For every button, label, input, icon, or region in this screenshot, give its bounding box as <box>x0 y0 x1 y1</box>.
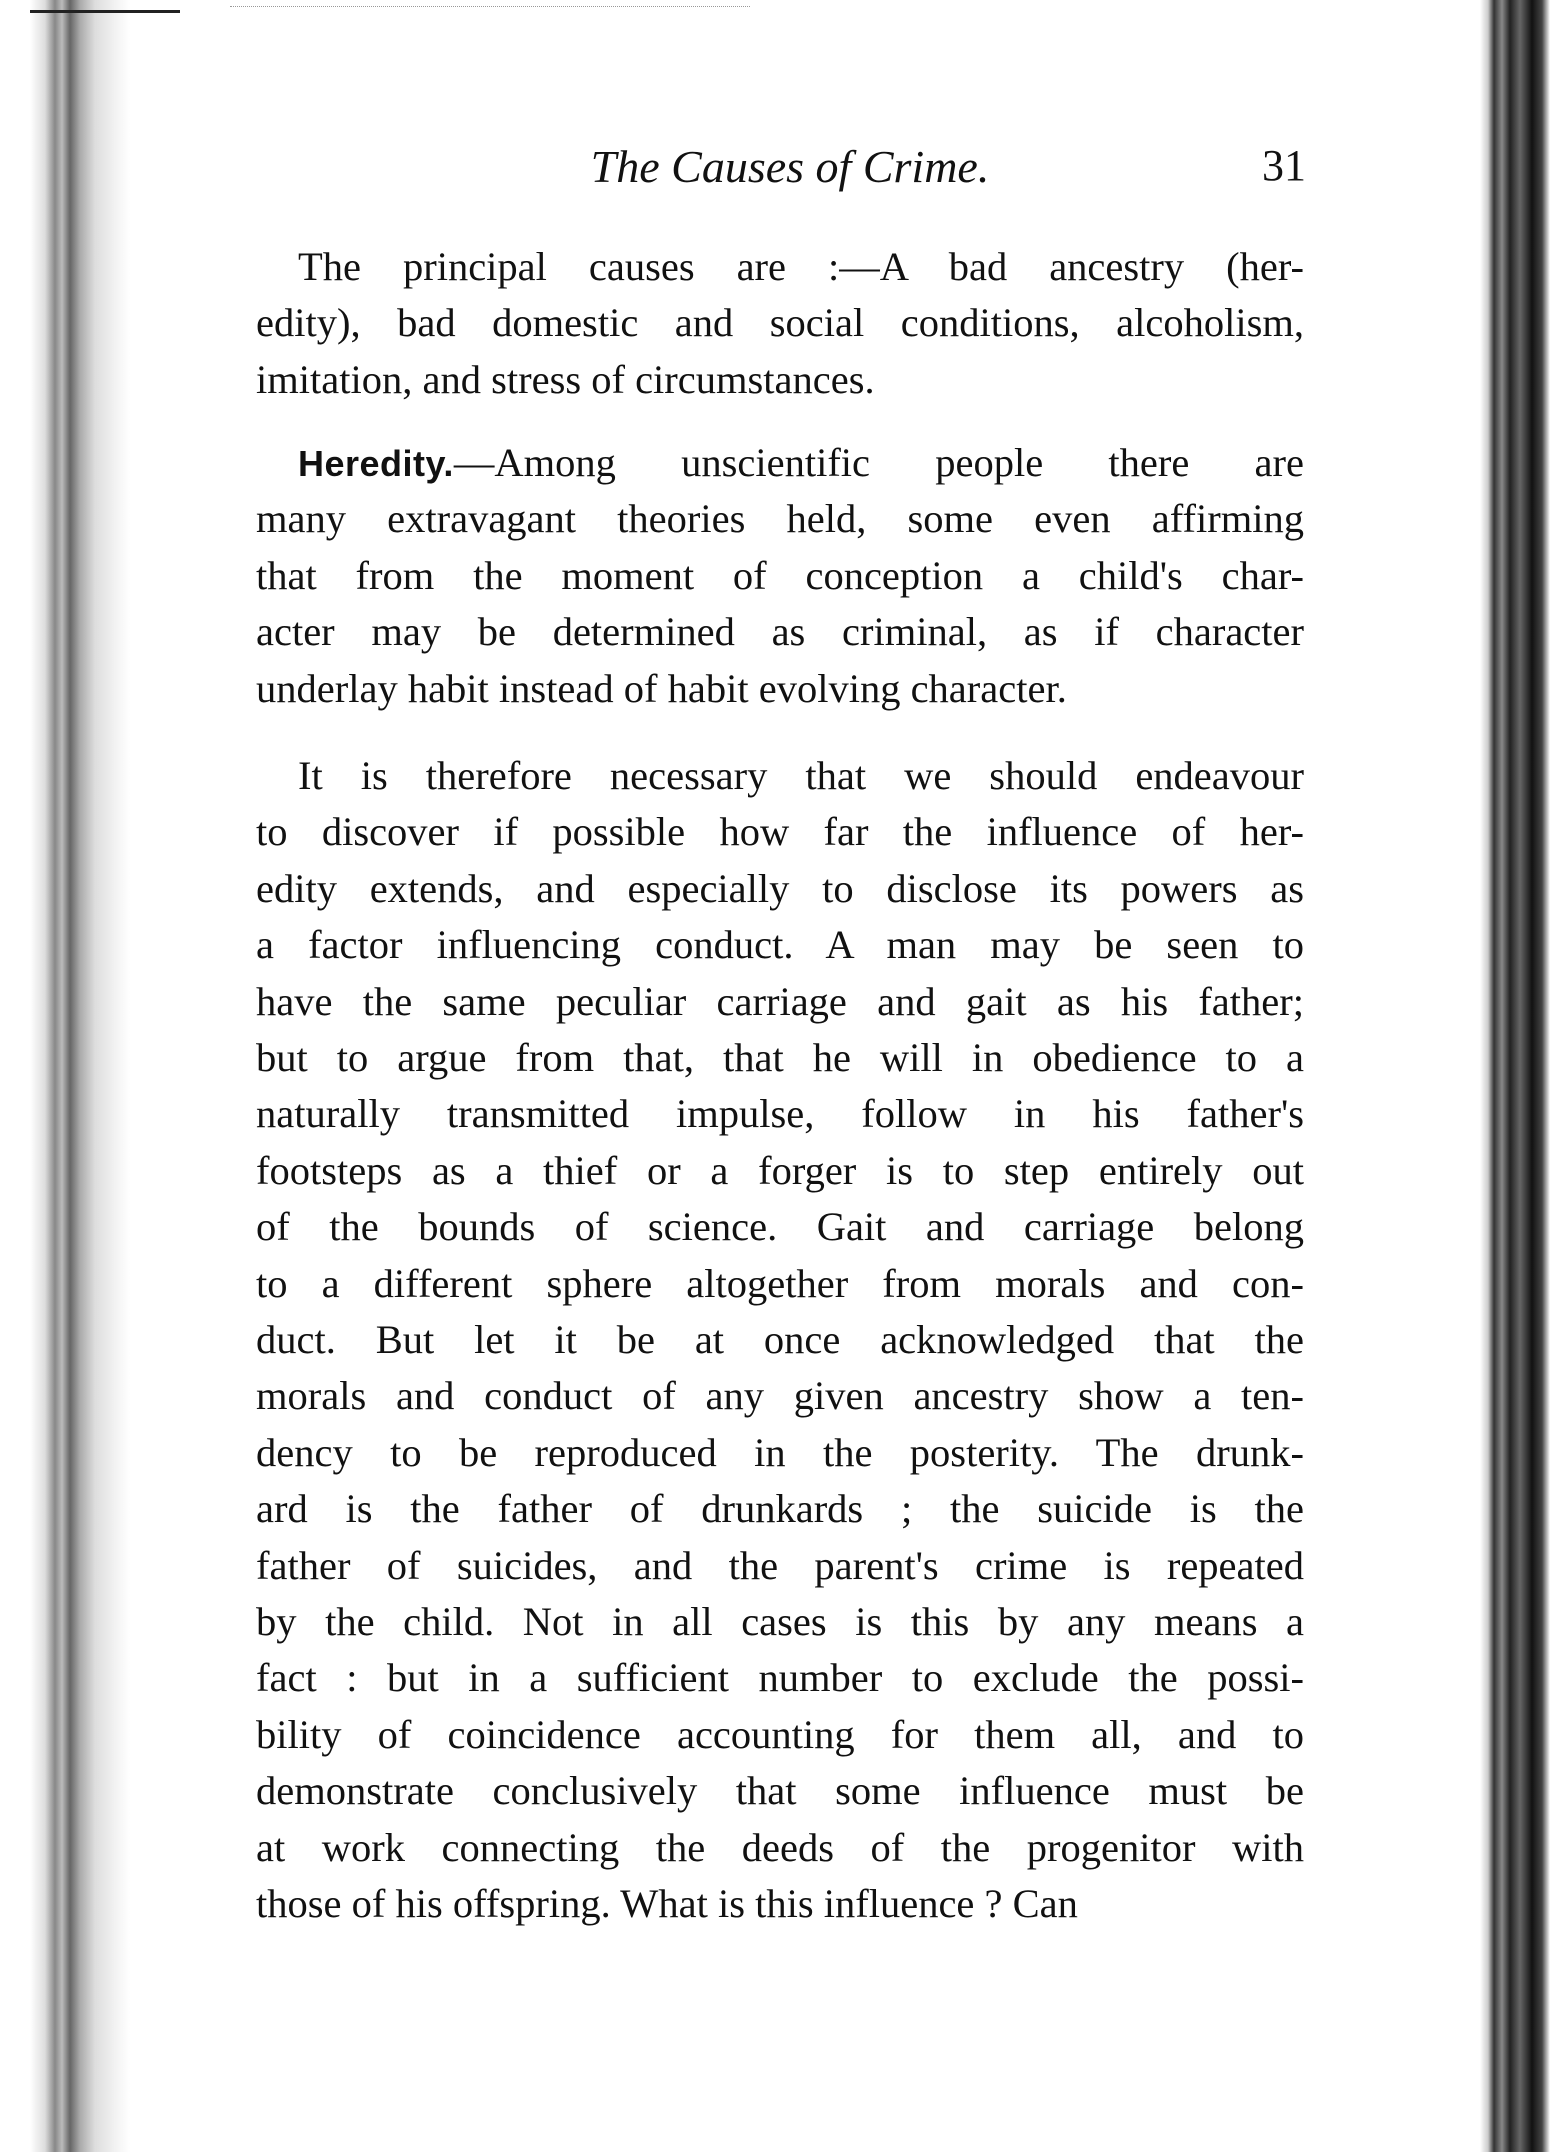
line-text: by the child. Not in all cases is this by any means a <box>256 1599 1304 1644</box>
text-line <box>256 1763 1304 1819</box>
text-line <box>256 1707 1304 1763</box>
text-line <box>256 1030 1304 1086</box>
text-line <box>256 1820 1304 1876</box>
scan-edge-rule <box>30 10 180 13</box>
line-text: have the same peculiar carriage and gait as his father; <box>256 978 1304 1024</box>
line-text: The principal causes are :—A bad ancestry (her- <box>298 244 1304 289</box>
line-text: It is therefore necessary that we should endeavour <box>298 753 1304 798</box>
text-line <box>256 1256 1304 1312</box>
line-text: to a different sphere altogether from morals and con- <box>256 1260 1304 1306</box>
text-line <box>256 1086 1304 1142</box>
page-edge-right <box>1480 0 1550 2152</box>
book-binding-shadow-left <box>0 0 130 2152</box>
line-text: edity extends, and especially to disclose its powers as <box>256 865 1304 911</box>
line-text: fact : but in a sufficient number to exclude the possi- <box>256 1655 1304 1701</box>
text-line <box>256 352 1304 408</box>
text-line <box>256 1143 1304 1199</box>
line-text: at work connecting the deeds of the progenitor with <box>256 1824 1304 1870</box>
line-text: acter may be determined as criminal, as if character <box>256 609 1304 655</box>
text-line <box>256 548 1304 604</box>
text-line <box>256 1594 1304 1650</box>
text-line <box>256 491 1304 547</box>
line-text: duct. But let it be at once acknowledged that the <box>256 1317 1304 1362</box>
line-text: but to argue from that, that he will in obedience to a <box>256 1035 1304 1080</box>
text-line <box>256 1538 1304 1594</box>
text-line <box>256 295 1304 351</box>
line-text: to discover if possible how far the influence of her- <box>256 809 1304 855</box>
text-line <box>256 435 1304 491</box>
text-line <box>256 1199 1304 1255</box>
page-number: 31 <box>1262 141 1306 190</box>
line-text: ard is the father of drunkards ; the suicide is the <box>256 1486 1304 1532</box>
line-text: many extravagant theories held, some even affirming <box>256 496 1304 542</box>
text-line <box>256 974 1304 1030</box>
line-text: morals and conduct of any given ancestry show a ten- <box>256 1373 1304 1419</box>
line-text: dency to be reproduced in the posterity. The drunk- <box>256 1429 1304 1475</box>
text-line <box>256 1312 1304 1368</box>
line-text: father of suicides, and the parent's crime is repeated <box>256 1542 1304 1588</box>
text-line <box>256 861 1304 917</box>
line-text: those of his offspring. What is this influence ? Can <box>256 1881 1078 1926</box>
text-line <box>256 604 1304 660</box>
text-line <box>256 804 1304 860</box>
running-title: The Causes of Crime. <box>590 141 990 192</box>
line-text: that from the moment of conception a child's char- <box>256 552 1304 598</box>
line-text: demonstrate conclusively that some influence must be <box>256 1768 1304 1814</box>
text-line <box>256 1368 1304 1424</box>
line-text: footsteps as a thief or a forger is to step entirely out <box>256 1147 1304 1193</box>
text-line <box>256 917 1304 973</box>
text-line <box>256 748 1304 804</box>
line-text: imitation, and stress of circumstances. <box>256 356 875 402</box>
text-line <box>256 1481 1304 1537</box>
text-line <box>256 1876 1304 1932</box>
line-text: edity), bad domestic and social conditions, alcoholism, <box>256 300 1304 346</box>
line-text: —Among unscientific people there are <box>453 440 1304 485</box>
scan-edge-dots <box>230 6 750 7</box>
line-text: naturally transmitted impulse, follow in his father's <box>256 1091 1304 1137</box>
section-heading: Heredity. <box>298 443 454 484</box>
text-line <box>256 661 1304 717</box>
text-line <box>256 1425 1304 1481</box>
line-text: underlay habit instead of habit evolving character. <box>256 665 1067 711</box>
line-text: bility of coincidence accounting for them all, and to <box>256 1711 1304 1757</box>
line-text: a factor influencing conduct. A man may be seen to <box>256 922 1304 968</box>
line-text: of the bounds of science. Gait and carriage belong <box>256 1204 1304 1250</box>
text-line <box>256 1650 1304 1706</box>
text-line <box>256 239 1304 295</box>
